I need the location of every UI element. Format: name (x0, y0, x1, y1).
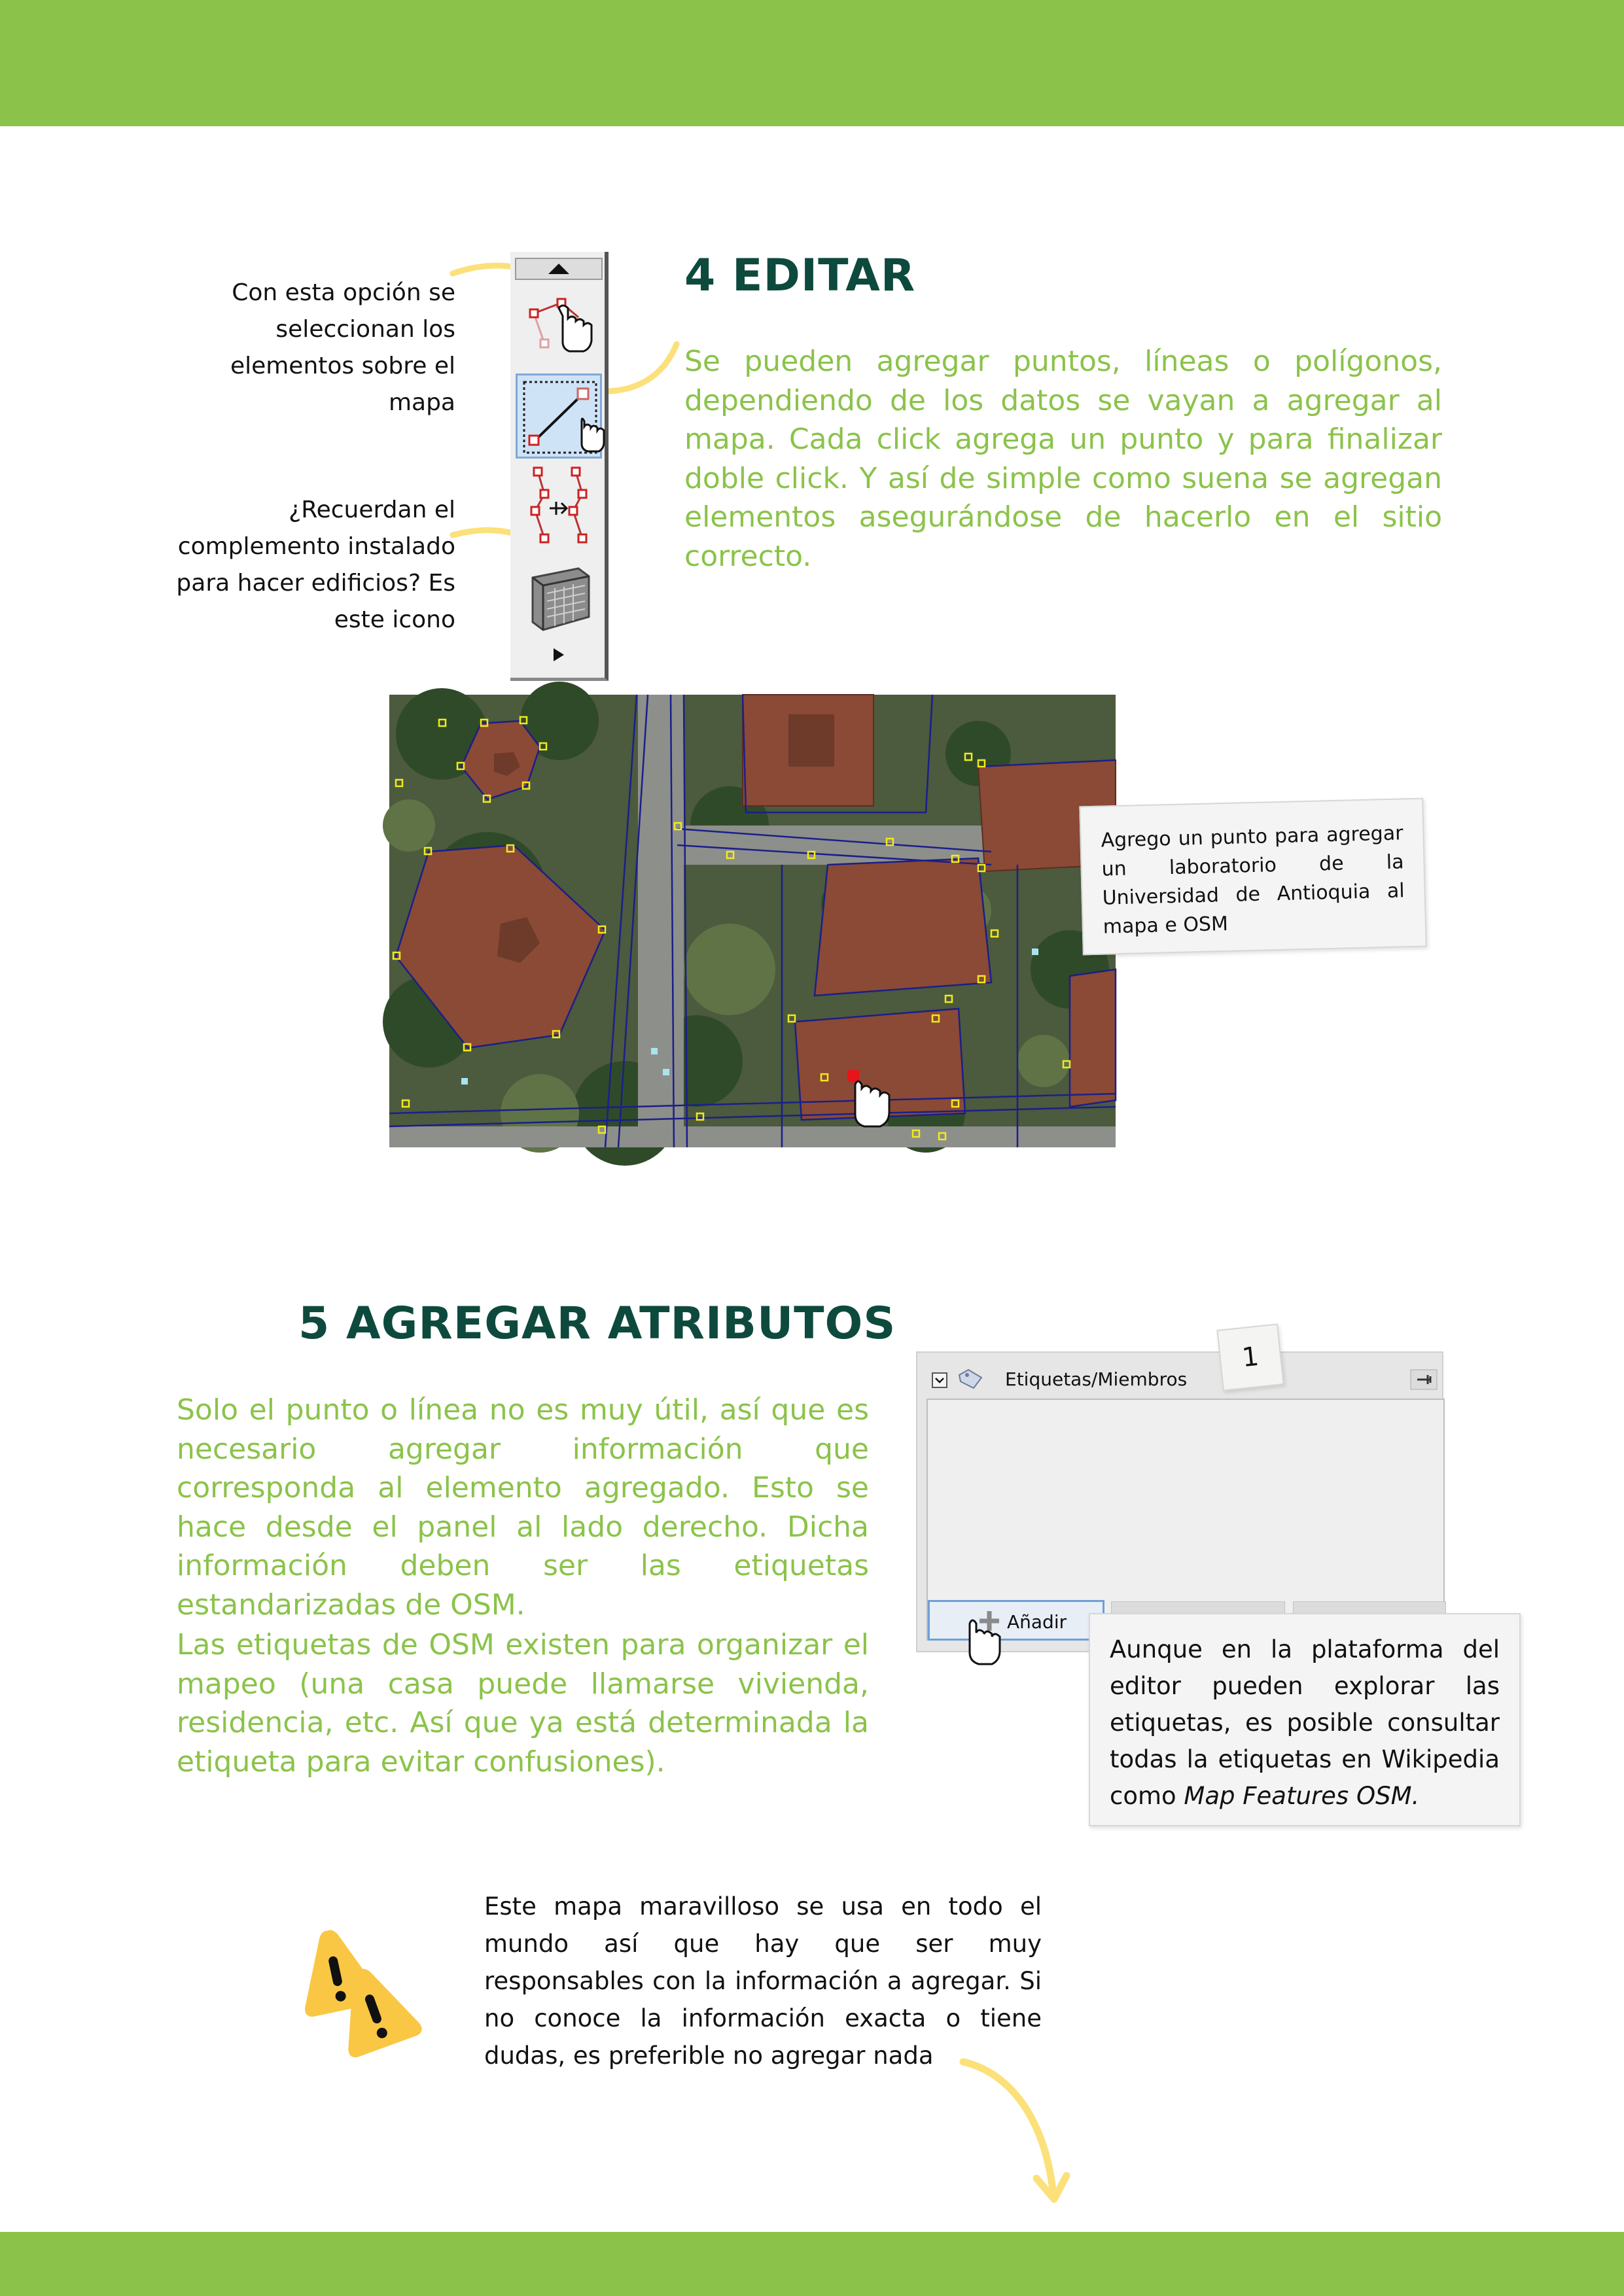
collapse-icon[interactable] (932, 1372, 947, 1388)
hand-cursor-icon (963, 1621, 1002, 1673)
note-select-tool: Con esta opción se seleccionan los elementos sobre el mapa (230, 279, 455, 416)
map-caption-card (1079, 798, 1426, 956)
map-features-link[interactable]: Map Features OSM. (1184, 1782, 1420, 1810)
building-icon (516, 554, 602, 639)
tags-members-panel (916, 1351, 1443, 1652)
more-tools-icon[interactable] (516, 642, 602, 668)
split-tool-button[interactable] (516, 465, 602, 550)
bottom-banner (0, 2232, 1624, 2296)
decorative-arrow-down (955, 2054, 1073, 2211)
section-5-body-2: Las etiquetas de OSM existen para organizar el mapeo (una casa puede llamarse vivienda, residencia, etc. Así que ya está determinada la etiqueta para evitar confusiones). (177, 1628, 869, 1779)
add-tag-label: Añadir (1007, 1611, 1067, 1633)
pin-icon[interactable] (1411, 1370, 1437, 1389)
map-caption-text: Agrego un punto para agregar un laboratorio de la Universidad de Antioquia al mapa e OSM (1101, 822, 1405, 939)
section-5-title: 5 AGREGAR ATRIBUTOS (298, 1298, 896, 1349)
draw-line-icon (518, 375, 604, 461)
editor-toolbar (510, 252, 609, 681)
building-tool-button[interactable] (516, 554, 602, 639)
scroll-up-icon[interactable] (516, 258, 602, 281)
warning-text: Este mapa maravilloso se usa en todo el mundo así que hay que ser muy responsables con la información a agregar. Si no conoce la información exacta o tiene dudas, es preferible no agregar nada (484, 1892, 1042, 2070)
section-4-title: 4 EDITAR (684, 250, 916, 302)
split-way-icon (516, 465, 602, 550)
panel-title: Etiquetas/Miembros (1005, 1368, 1188, 1390)
panel-header (927, 1365, 1437, 1391)
select-tool-button[interactable] (516, 283, 602, 368)
section-4-body: Se pueden agregar puntos, líneas o polígonos, dependiendo de los datos se vayan a agregar al mapa. Cada click agrega un punto y para finalizar doble click. Y así de simple como suena se agregan elementos asegurándose de hacerlo en el sitio correcto. (684, 345, 1442, 573)
tags-caption-card (1089, 1613, 1521, 1826)
note-building-tool: ¿Recuerdan el complemento instalado para hacer edificios? Es este icono (176, 496, 455, 633)
section-5-body-1: Solo el punto o línea no es muy útil, así que es necesario agregar información que corresponda al elemento agregado. Esto se hace desde el panel al lado derecho. Dicha información deben ser las etiquetas estandarizadas de OSM. (177, 1393, 869, 1622)
select-pointer-icon (516, 283, 602, 368)
add-tag-button[interactable] (928, 1600, 1104, 1641)
step-number-badge: 1 (1216, 1323, 1284, 1391)
tags-caption-text: Aunque en la plataforma del editor pueden explorar las etiquetas, es posible consultar todas la etiquetas en Wikipedia como (1110, 1635, 1500, 1810)
warning-icon (292, 1917, 436, 2067)
osm-map-screenshot (389, 695, 1116, 1147)
tag-icon (957, 1367, 985, 1391)
draw-tool-button[interactable] (516, 374, 602, 459)
